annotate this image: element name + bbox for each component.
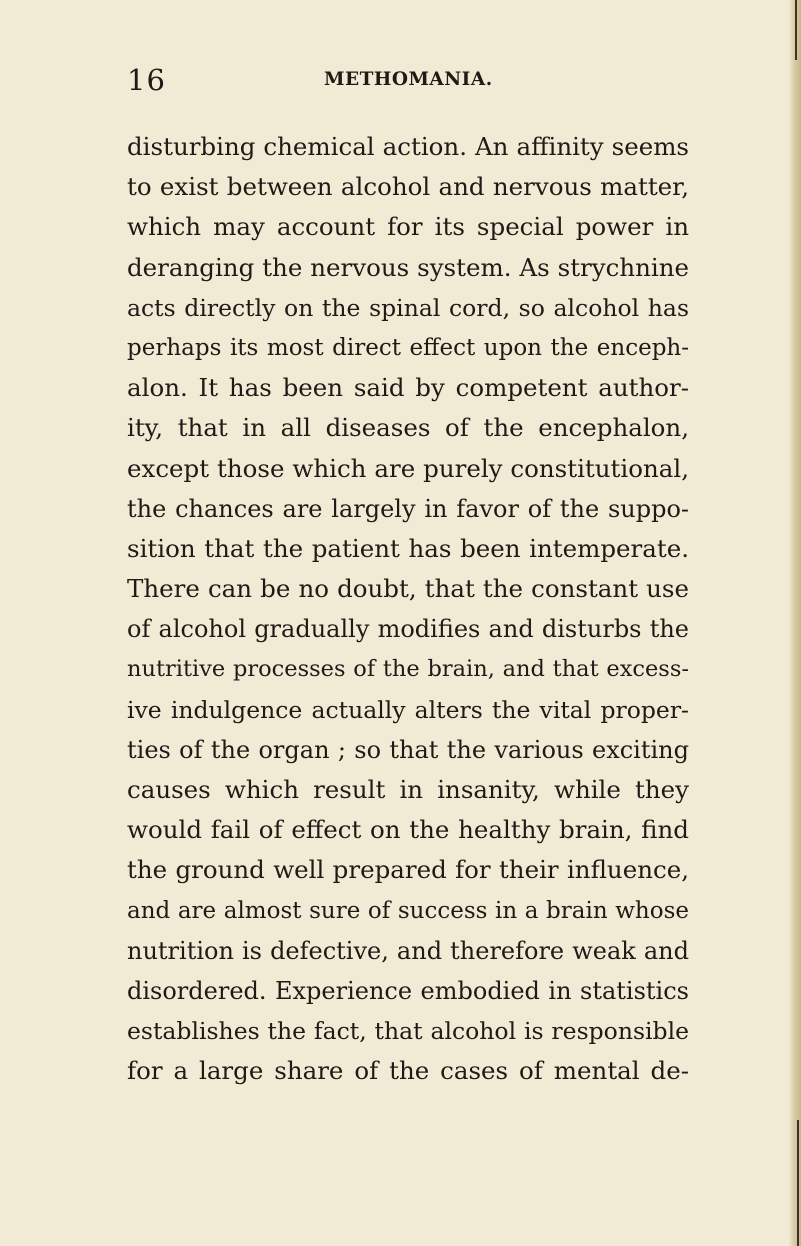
text-line: which may account for its special power in <box>127 212 689 242</box>
text-line: disordered. Experience embodied in statistics <box>127 976 689 1005</box>
text-line: except those which are purely constitutional, <box>127 453 689 483</box>
text-line: nutrition is defective, and therefore weak and <box>127 936 689 965</box>
text-line: ity, that in all diseases of the encephalon, <box>127 413 689 443</box>
text-line: and are almost sure of success in a brain whose <box>127 897 689 924</box>
text-line: ties of the organ ; so that the various exciting <box>127 735 689 764</box>
text-line: ive indulgence actually alters the vital proper- <box>127 695 689 724</box>
text-line: perhaps its most direct effect upon the enceph- <box>127 334 689 361</box>
edge-mark <box>797 1120 799 1246</box>
text-line: disturbing chemical action. An affinity seems <box>127 132 689 161</box>
page-edge <box>789 0 801 1246</box>
text-line: the ground well prepared for their influence, <box>127 855 689 885</box>
text-line: to exist between alcohol and nervous matter, <box>127 172 689 202</box>
text-line: establishes the fact, that alcohol is responsible <box>127 1017 689 1046</box>
text-line: of alcohol gradually modifies and disturbs the <box>127 615 689 644</box>
page-header <box>127 58 689 102</box>
text-line: alon. It has been said by competent author- <box>127 373 689 403</box>
text-line: the chances are largely in favor of the suppo- <box>127 494 689 523</box>
text-line: sition that the patient has been intemperate. <box>127 533 689 563</box>
text-line: acts directly on the spinal cord, so alcohol has <box>127 293 689 322</box>
text-line: for a large share of the cases of mental de- <box>127 1056 689 1086</box>
body-text <box>127 127 689 1092</box>
page-number: 16 <box>127 63 166 97</box>
text-line: There can be no doubt, that the constant use <box>127 574 689 604</box>
text-line: would fail of effect on the healthy brain, find <box>127 815 689 845</box>
running-title: METHOMANIA. <box>324 69 493 90</box>
text-line: causes which result in insanity, while they <box>127 775 689 804</box>
text-line: deranging the nervous system. As strychnine <box>127 252 689 282</box>
text-line: nutritive processes of the brain, and that excess- <box>127 656 689 683</box>
edge-mark <box>795 0 797 60</box>
